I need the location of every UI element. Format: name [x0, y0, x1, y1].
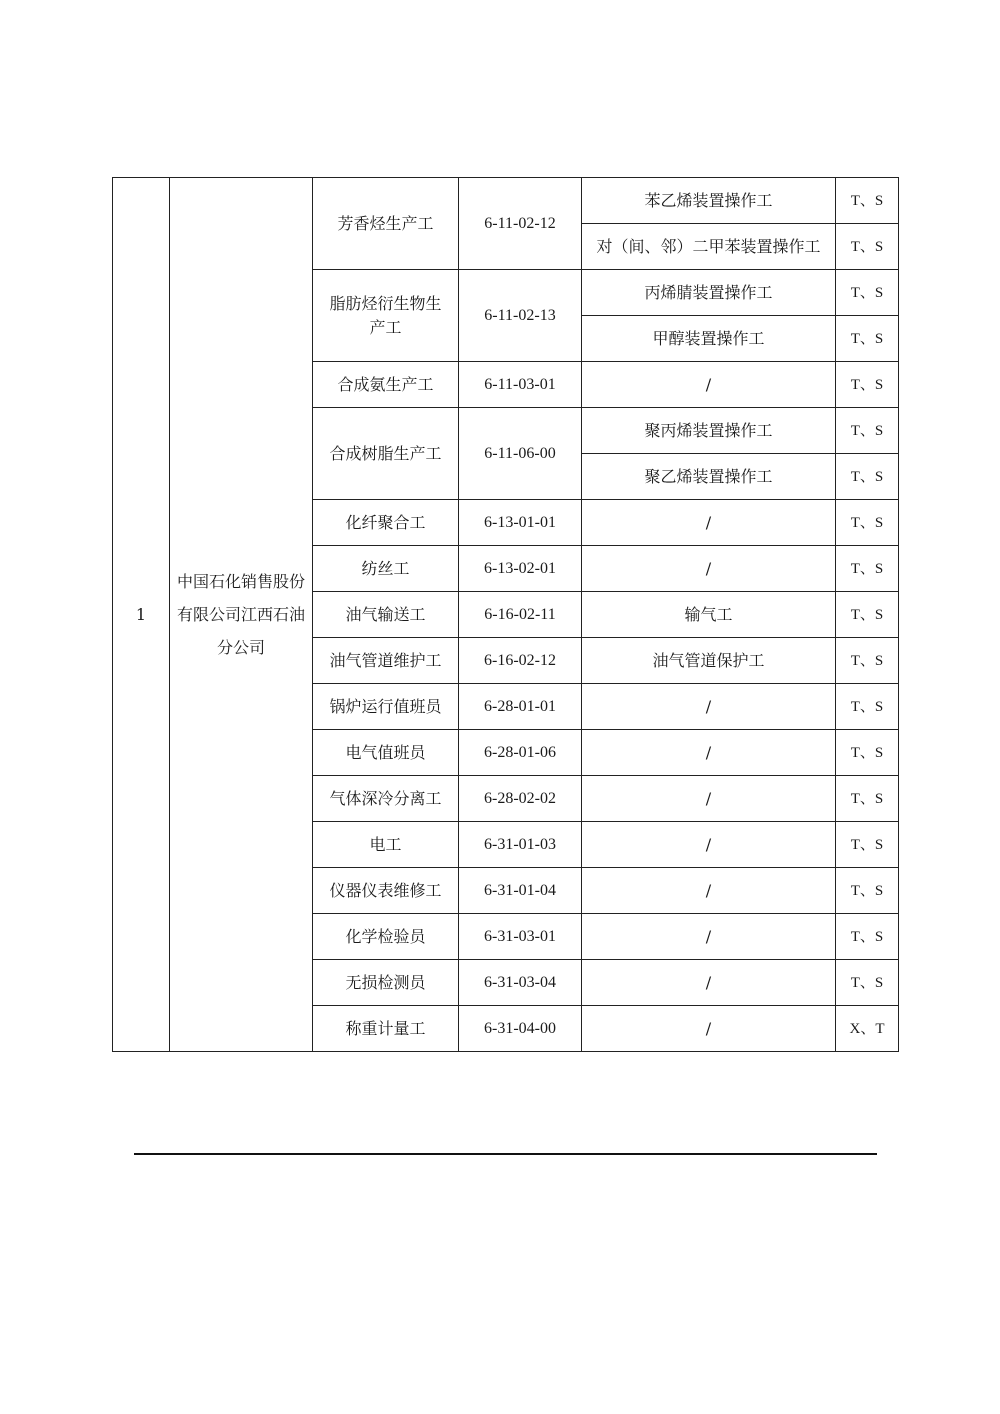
job-type-cell: /	[582, 730, 836, 776]
occupation-code-cell: 6-31-01-03	[459, 822, 582, 868]
occupation-cell: 油气管道维护工	[313, 638, 459, 684]
occupation-cell: 仪器仪表维修工	[313, 868, 459, 914]
occupation-code-cell: 6-31-04-00	[459, 1006, 582, 1052]
occupation-code-cell: 6-16-02-11	[459, 592, 582, 638]
job-type-cell: 聚丙烯装置操作工	[582, 408, 836, 454]
job-type-cell: 苯乙烯装置操作工	[582, 178, 836, 224]
occupation-cell: 油气输送工	[313, 592, 459, 638]
job-type-cell: 输气工	[582, 592, 836, 638]
job-type-cell: /	[582, 1006, 836, 1052]
table-row	[113, 178, 899, 224]
occupation-cell: 气体深冷分离工	[313, 776, 459, 822]
occupation-code-cell: 6-31-01-04	[459, 868, 582, 914]
occupation-cell: 合成氨生产工	[313, 362, 459, 408]
occupation-code-cell: 6-31-03-01	[459, 914, 582, 960]
level-cell: T、S	[836, 960, 899, 1006]
occupation-code-cell: 6-16-02-12	[459, 638, 582, 684]
job-type-cell: /	[582, 776, 836, 822]
job-type-cell: 对（间、邻）二甲苯装置操作工	[582, 224, 836, 270]
job-type-cell: /	[582, 914, 836, 960]
occupation-cell: 称重计量工	[313, 1006, 459, 1052]
occupation-table	[112, 177, 899, 1052]
level-cell: X、T	[836, 1006, 899, 1052]
level-cell: T、S	[836, 638, 899, 684]
job-type-cell: /	[582, 500, 836, 546]
level-cell: T、S	[836, 500, 899, 546]
level-cell: T、S	[836, 914, 899, 960]
occupation-code-cell: 6-11-02-13	[459, 270, 582, 362]
level-cell: T、S	[836, 822, 899, 868]
occupation-cell: 芳香烃生产工	[313, 178, 459, 270]
occupation-code-cell: 6-28-02-02	[459, 776, 582, 822]
job-type-cell: /	[582, 362, 836, 408]
level-cell: T、S	[836, 178, 899, 224]
job-type-cell: /	[582, 960, 836, 1006]
occupation-code-cell: 6-11-03-01	[459, 362, 582, 408]
occupation-cell: 化学检验员	[313, 914, 459, 960]
job-type-cell: 油气管道保护工	[582, 638, 836, 684]
level-cell: T、S	[836, 224, 899, 270]
occupation-code-cell: 6-11-06-00	[459, 408, 582, 500]
occupation-cell: 合成树脂生产工	[313, 408, 459, 500]
level-cell: T、S	[836, 316, 899, 362]
occupation-cell: 电气值班员	[313, 730, 459, 776]
level-cell: T、S	[836, 270, 899, 316]
occupation-cell: 锅炉运行值班员	[313, 684, 459, 730]
job-type-cell: /	[582, 684, 836, 730]
job-type-cell: 聚乙烯装置操作工	[582, 454, 836, 500]
footer-rule	[134, 1153, 877, 1155]
job-type-cell: 甲醇装置操作工	[582, 316, 836, 362]
occupation-code-cell: 6-28-01-01	[459, 684, 582, 730]
occupation-cell: 脂肪烃衍生物生产工	[313, 270, 459, 362]
occupation-code-cell: 6-11-02-12	[459, 178, 582, 270]
occupation-code-cell: 6-13-01-01	[459, 500, 582, 546]
occupation-cell: 电工	[313, 822, 459, 868]
occupation-code-cell: 6-28-01-06	[459, 730, 582, 776]
level-cell: T、S	[836, 684, 899, 730]
level-cell: T、S	[836, 592, 899, 638]
occupation-cell: 纺丝工	[313, 546, 459, 592]
level-cell: T、S	[836, 454, 899, 500]
level-cell: T、S	[836, 868, 899, 914]
level-cell: T、S	[836, 362, 899, 408]
job-type-cell: /	[582, 868, 836, 914]
level-cell: T、S	[836, 546, 899, 592]
occupation-cell: 无损检测员	[313, 960, 459, 1006]
level-cell: T、S	[836, 408, 899, 454]
level-cell: T、S	[836, 730, 899, 776]
job-type-cell: 丙烯腈装置操作工	[582, 270, 836, 316]
level-cell: T、S	[836, 776, 899, 822]
organization-cell: 中国石化销售股份有限公司江西石油分公司	[170, 178, 313, 1052]
job-type-cell: /	[582, 546, 836, 592]
job-type-cell: /	[582, 822, 836, 868]
occupation-code-cell: 6-13-02-01	[459, 546, 582, 592]
occupation-table-body	[113, 178, 899, 1052]
row-index-cell: 1	[113, 178, 170, 1052]
occupation-cell: 化纤聚合工	[313, 500, 459, 546]
occupation-code-cell: 6-31-03-04	[459, 960, 582, 1006]
